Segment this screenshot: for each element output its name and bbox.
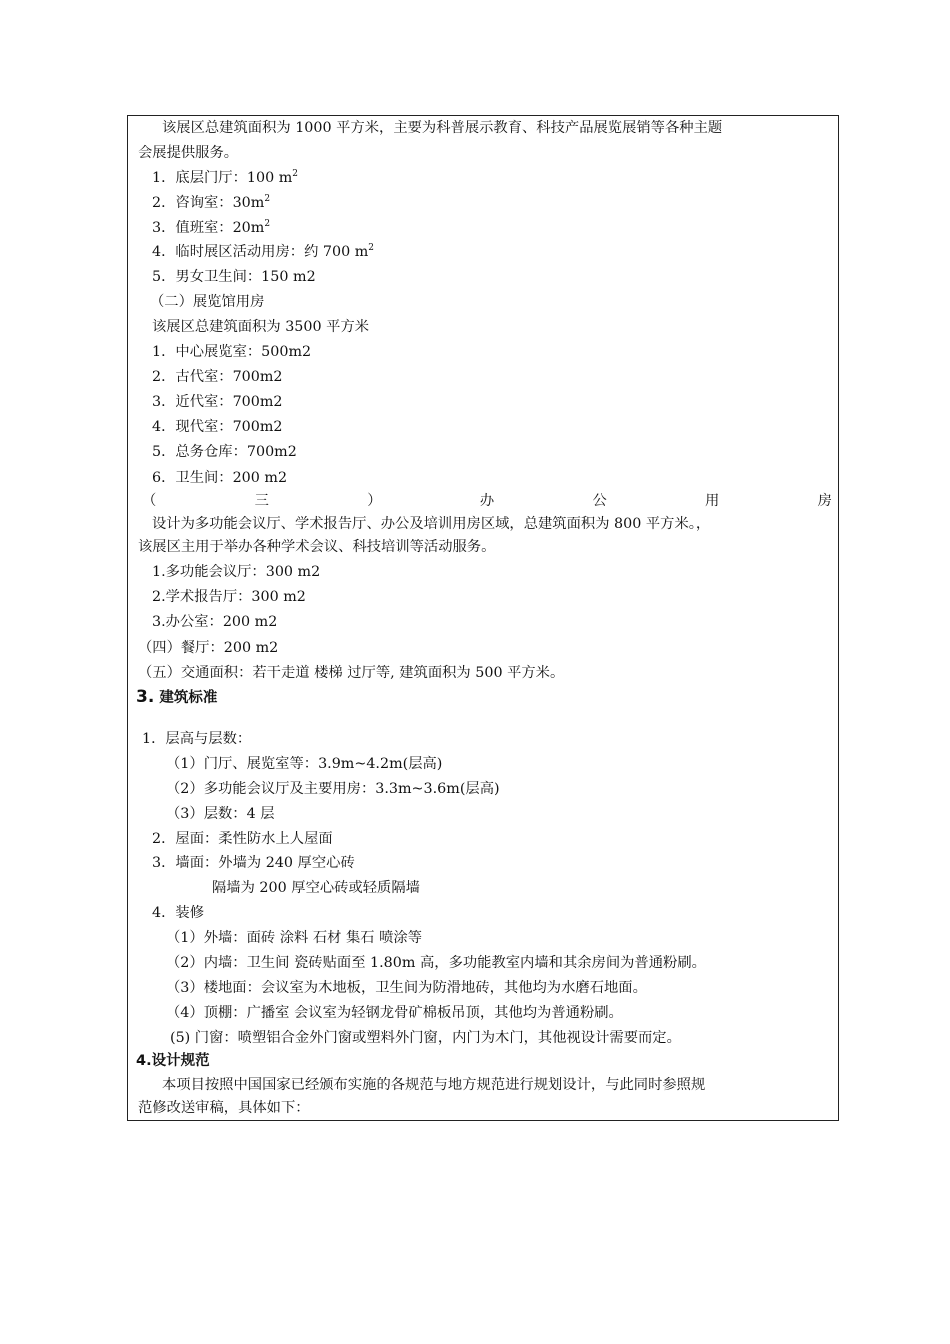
list-item: （1）门厅、展览室等：3.9m~4.2m(层高) <box>166 756 443 772</box>
list-item: 1．底层门厅：100 $m^2$ <box>152 169 299 186</box>
text-line: 设计为多功能会议厅、学术报告厅、办公及培训用房区域，总建筑面积为 800 平方米。， <box>152 516 711 532</box>
list-item: 2.学术报告厅：300 m2 <box>152 589 306 605</box>
list-item: 3．值班室：$20m^2$ <box>152 219 271 236</box>
text-line: 该展区总建筑面积为 3500 平方米 <box>152 319 370 335</box>
section-heading: （四）餐厅：200 m2 <box>138 640 279 656</box>
list-item: （3）层数：4 层 <box>166 806 275 822</box>
list-item: （2）内墙：卫生间 瓷砖贴面至 1.80m 高，多功能教室内墙和其余房间为普通粉刷。 <box>166 955 706 971</box>
list-item: (5) 门窗：喷塑铝合金外门窗或塑料外门窗，内门为木门，其他视设计需要而定。 <box>170 1030 681 1046</box>
list-item: （3）楼地面：会议室为木地板，卫生间为防滑地砖，其他均为水磨石地面。 <box>166 980 647 996</box>
section-heading-justified: （ 三 ） 办 公 用 房 <box>142 493 832 509</box>
list-item: 5．男女卫生间：150 m2 <box>152 269 316 285</box>
heading-4: 4.设计规范 <box>136 1053 210 1069</box>
list-item: 2．屋面：柔性防水上人屋面 <box>152 831 333 847</box>
list-item: 隔墙为 200 厚空心砖或轻质隔墙 <box>212 880 420 896</box>
list-item: 3．墙面：外墙为 240 厚空心砖 <box>152 855 355 871</box>
text-line: 该展区总建筑面积为 1000 平方米，主要为科普展示教育、科技产品展览展销等各种主题 <box>162 120 723 136</box>
list-item: 1．中心展览室：500m2 <box>152 344 312 360</box>
document-frame <box>127 115 839 1121</box>
heading-3: 3. 建筑标准 <box>136 687 218 707</box>
list-item: 4．现代室：700m2 <box>152 419 283 435</box>
list-item: 3.办公室：200 m2 <box>152 614 278 630</box>
list-item: 4．临时展区活动用房：约 700 $m^2$ <box>152 243 375 260</box>
text-line: 会展提供服务。 <box>138 145 239 161</box>
list-item: 4．装修 <box>152 905 204 921</box>
list-item: 2．咨询室：$30m^2$ <box>152 194 271 211</box>
list-item: （4）顶棚：广播室 会议室为轻钢龙骨矿棉板吊顶，其他均为普通粉刷。 <box>166 1005 623 1021</box>
section-heading: （五）交通面积：若干走道 楼梯 过厅等, 建筑面积为 500 平方米。 <box>138 665 565 681</box>
list-item: 1.多功能会议厅：300 m2 <box>152 564 321 580</box>
text-line: 范修改送审稿，具体如下： <box>138 1100 310 1116</box>
list-item: 2．古代室：700m2 <box>152 369 283 385</box>
list-item: 1．层高与层数： <box>142 731 252 747</box>
list-item: 5．总务仓库：700m2 <box>152 444 297 460</box>
list-item: 3．近代室：700m2 <box>152 394 283 410</box>
section-heading: （二）展览馆用房 <box>150 294 265 310</box>
list-item: （2）多功能会议厅及主要用房：3.3m~3.6m(层高) <box>166 781 500 797</box>
list-item: 6．卫生间：200 m2 <box>152 470 288 486</box>
text-line: 本项目按照中国国家已经颁布实施的各规范与地方规范进行规划设计，与此同时参照规 <box>162 1077 706 1093</box>
list-item: （1）外墙：面砖 涂料 石材 集石 喷涂等 <box>166 930 423 946</box>
text-line: 该展区主用于举办各种学术会议、科技培训等活动服务。 <box>138 539 496 555</box>
